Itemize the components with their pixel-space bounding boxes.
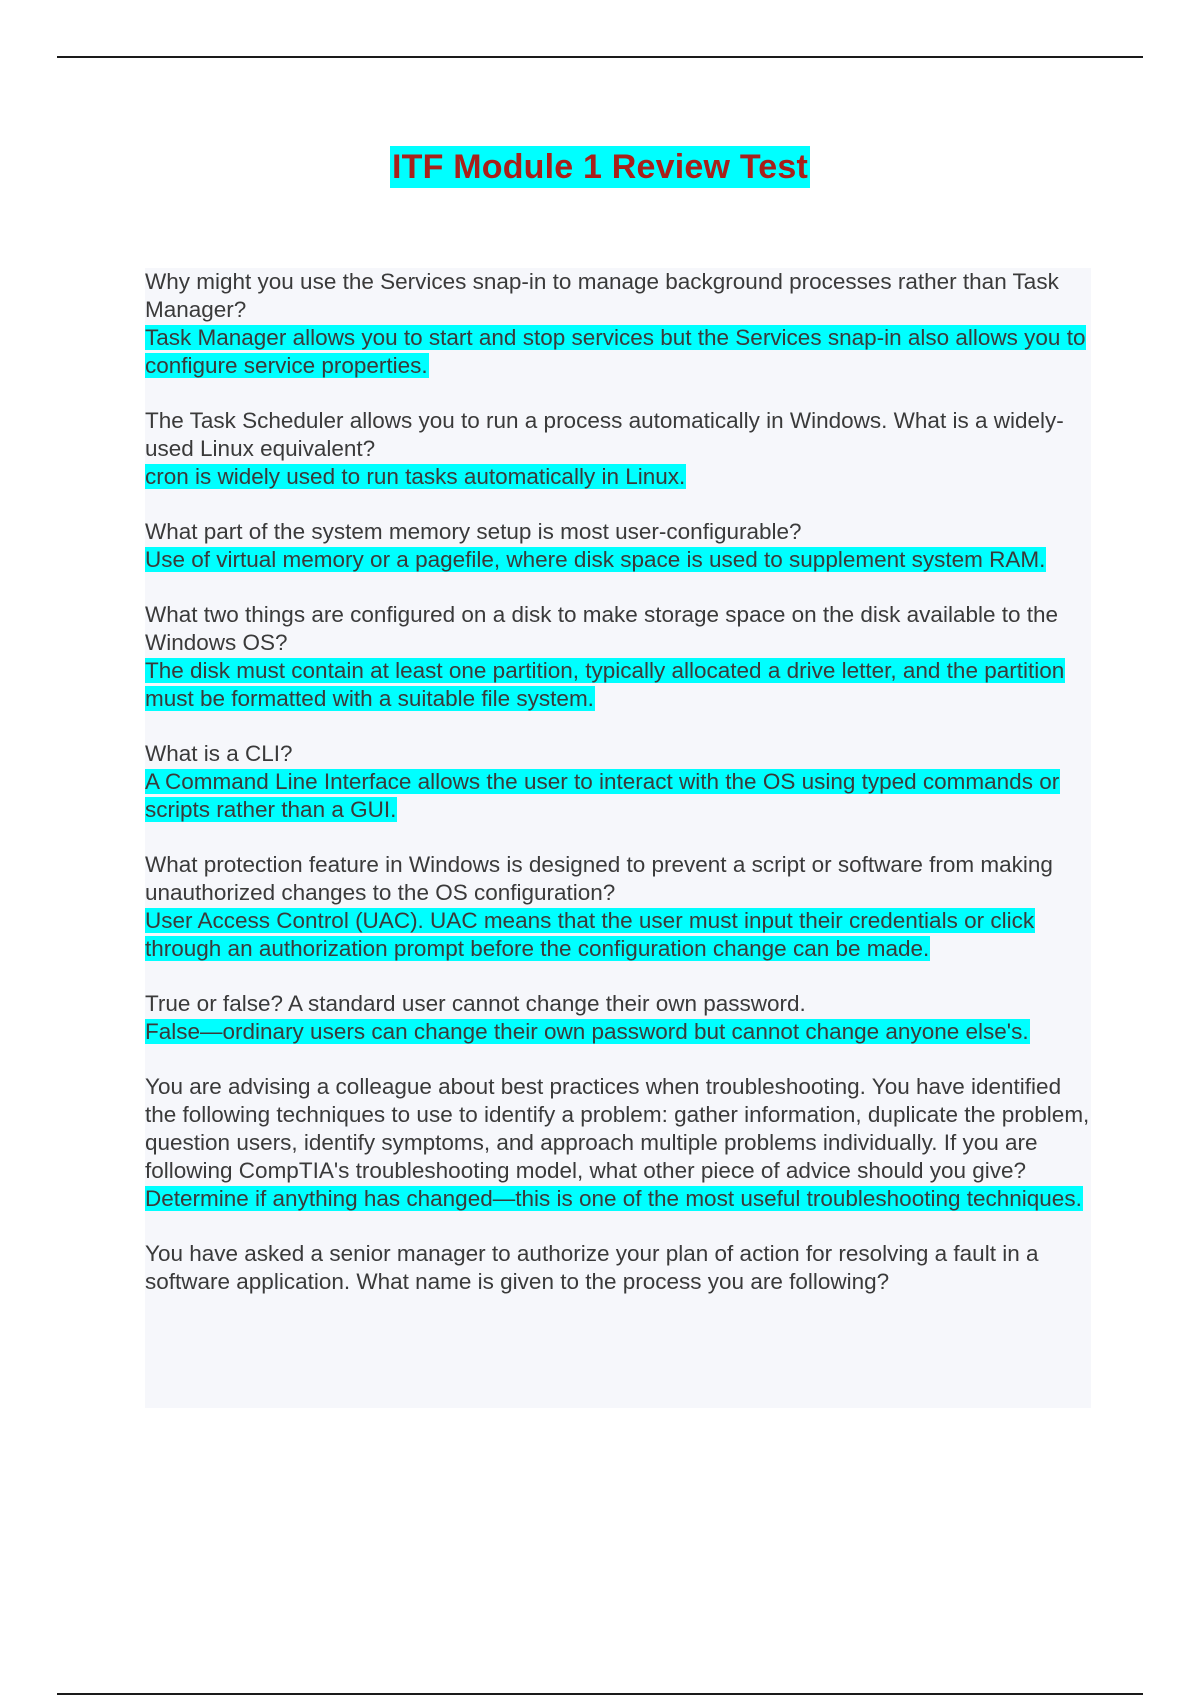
title-container <box>0 146 1200 188</box>
qa-section <box>145 268 1091 1408</box>
qa-item <box>145 1240 1091 1296</box>
bottom-rule <box>57 1693 1143 1695</box>
question-text: You have asked a senior manager to authorize your plan of action for resolving a fault in a software application. What name is given to the process you are following? <box>145 1241 1039 1294</box>
answer-text: The disk must contain at least one partition, typically allocated a drive letter, and the partition must be formatted with a suitable file system. <box>145 658 1065 711</box>
qa-item <box>145 990 1091 1046</box>
document-title: ITF Module 1 Review Test <box>391 148 809 186</box>
qa-item <box>145 851 1091 963</box>
qa-item <box>145 518 1091 574</box>
answer-text: cron is widely used to run tasks automatically in Linux. <box>145 464 686 489</box>
question-text: You are advising a colleague about best practices when troubleshooting. You have identified the following techniques to use to identify a problem: gather information, duplicate the problem, question users, identify symptoms, and approach multiple problems individually. If you are following CompTIA's troubleshooting model, what other piece of advice should you give? <box>145 1074 1090 1183</box>
question-text: What protection feature in Windows is designed to prevent a script or software from making unauthorized changes to the OS configuration? <box>145 852 1053 905</box>
answer-text: A Command Line Interface allows the user to interact with the OS using typed commands or scripts rather than a GUI. <box>145 769 1060 822</box>
qa-item <box>145 1073 1091 1213</box>
question-text: Why might you use the Services snap-in to manage background processes rather than Task Manager? <box>145 269 1059 322</box>
answer-text: False—ordinary users can change their own password but cannot change anyone else's. <box>145 1019 1029 1044</box>
answer-text: User Access Control (UAC). UAC means that the user must input their credentials or click through an authorization prompt before the configuration change can be made. <box>145 908 1035 961</box>
question-text: What is a CLI? <box>145 741 293 766</box>
qa-item <box>145 740 1091 824</box>
question-text: The Task Scheduler allows you to run a process automatically in Windows. What is a widely-used Linux equivalent? <box>145 408 1064 461</box>
question-text: True or false? A standard user cannot change their own password. <box>145 991 806 1016</box>
answer-text: Task Manager allows you to start and stop services but the Services snap-in also allows you to configure service properties. <box>145 325 1086 378</box>
answer-text: Use of virtual memory or a pagefile, where disk space is used to supplement system RAM. <box>145 547 1046 572</box>
top-rule <box>57 56 1143 58</box>
question-text: What two things are configured on a disk to make storage space on the disk available to the Windows OS? <box>145 602 1059 655</box>
qa-item <box>145 407 1091 491</box>
qa-item <box>145 268 1091 380</box>
qa-item <box>145 601 1091 713</box>
answer-text: Determine if anything has changed—this is one of the most useful troubleshooting techniques. <box>145 1186 1082 1211</box>
question-text: What part of the system memory setup is most user-configurable? <box>145 519 802 544</box>
